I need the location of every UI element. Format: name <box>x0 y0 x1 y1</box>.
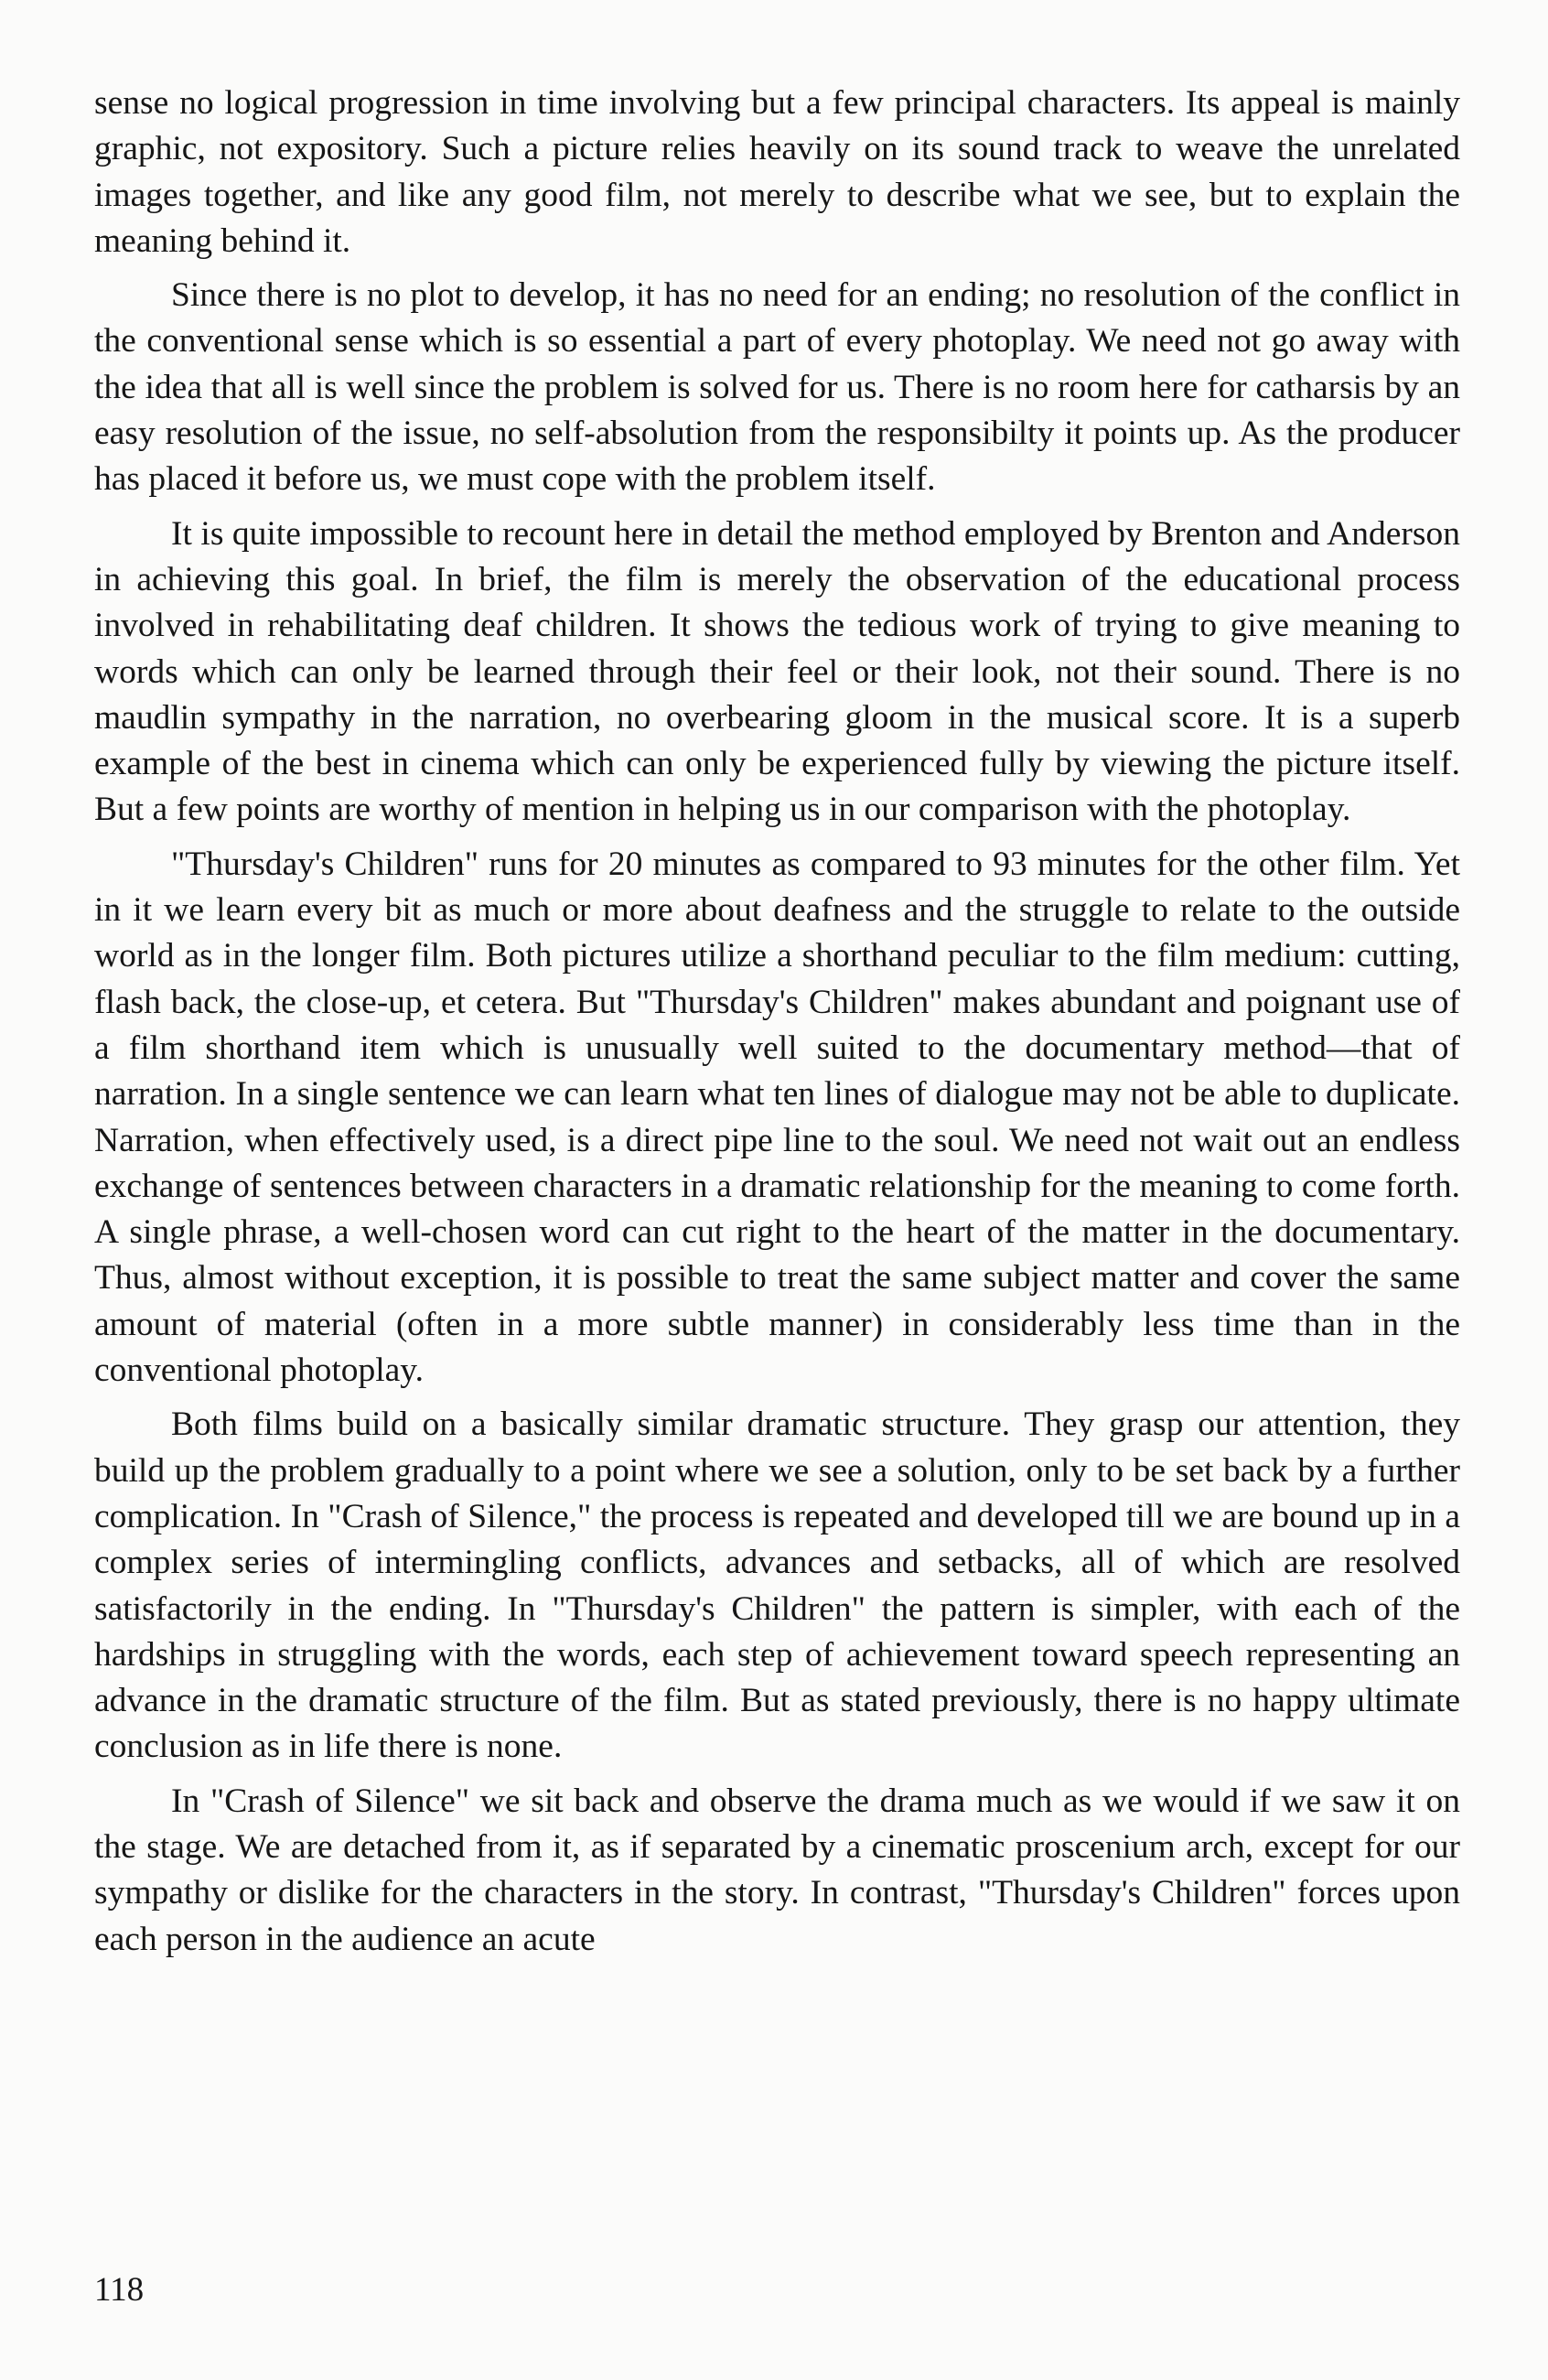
paragraph-method: It is quite impossible to recount here in detail the method employed by Brenton and Anderson in achieving this goal. In brief, the film is merely the observation of the educational process involved in rehabilitating deaf children. It shows the tedious work of trying to give meaning to words which can only be learned through their feel or their look, not their sound. There is no maudlin sympathy in the narration, no overbearing gloom in the musical score. It is a superb example of the best in cinema which can only be experienced fully by viewing the picture itself. But a few points are worthy of mention in helping us in our comparison with the photoplay. <box>94 514 1460 829</box>
paragraph-audience: In "Crash of Silence" we sit back and observe the drama much as we would if we saw it on the stage. We are detached from it, as if separated by a cinematic proscenium arch, except for our sympathy or dislike for the characters in the story. In contrast, "Thursday's Children" forces upon each person in the audience an acute <box>94 1782 1460 1958</box>
body-text <box>94 81 1460 1971</box>
paragraph-dramatic-structure: Both films build on a basically similar dramatic structure. They grasp our attention, they build up the problem gradually to a point where we see a solution, only to be set back by a further complication. In "Crash of Silence," the process is repeated and developed till we are bound up in a complex series of intermingling conflicts, advances and setbacks, all of which are resolved satisfactorily in the ending. In "Thursday's Children" the pattern is simpler, with each of the hardships in struggling with the words, each step of achievement toward speech representing an advance in the dramatic structure of the film. But as stated previously, there is no happy ultimate conclusion as in life there is none. <box>94 1405 1460 1766</box>
paragraph-continuation: sense no logical progression in time involving but a few principal characters. Its appeal is mainly graphic, not expository. Such a picture relies heavily on its sound track to weave the unrelated images together, and like any good film, not merely to describe what we see, but to explain the meaning behind it. <box>94 84 1460 260</box>
paragraph-runtime-comparison: "Thursday's Children" runs for 20 minutes as compared to 93 minutes for the other film. Yet in it we learn every bit as much or more about deafness and the struggle to relate to the outside world as in the longer film. Both pictures utilize a shorthand peculiar to the film medium: cutting, flash back, the close-up, et cetera. But "Thursday's Children" makes abundant and poignant use of a film shorthand item which is unusually well suited to the documentary method—that of narration. In a single sentence we can learn what ten lines of dialogue may not be able to duplicate. Narration, when effectively used, is a direct pipe line to the soul. We need not wait out an endless exchange of sentences between characters in a dramatic relationship for the meaning to come forth. A single phrase, a well-chosen word can cut right to the heart of the matter in the documentary. Thus, almost without exception, it is possible to treat the same subject matter and cover the same amount of material (often in a more subtle manner) in considerably less time than in the conventional photoplay. <box>94 845 1460 1390</box>
paragraph-no-ending: Since there is no plot to develop, it has no need for an ending; no resolution of the conflict in the conventional sense which is so essential a part of every photoplay. We need not go away with the idea that all is well since the problem is solved for us. There is no room here for catharsis by an easy resolution of the issue, no self-absolution from the responsibilty it points up. As the producer has placed it before us, we must cope with the problem itself. <box>94 276 1460 499</box>
page-number: 118 <box>94 2271 145 2309</box>
